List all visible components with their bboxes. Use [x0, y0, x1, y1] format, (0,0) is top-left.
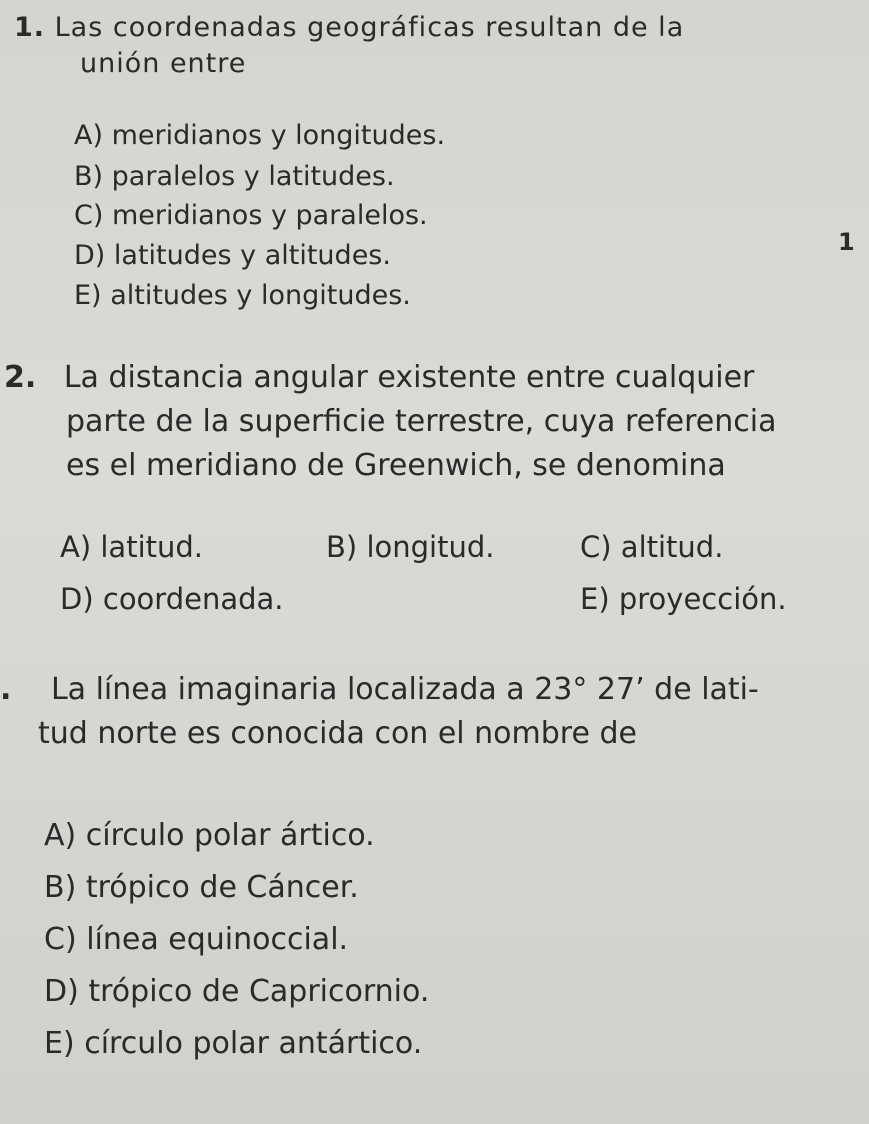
- option-letter: E): [580, 582, 610, 616]
- option-letter: B): [74, 161, 104, 192]
- question-3-option-b[interactable]: [44, 870, 359, 905]
- margin-mark: 1: [838, 228, 855, 256]
- question-1-stem-line-1: [14, 12, 684, 43]
- option-letter: A): [74, 120, 104, 151]
- option-text: longitud.: [366, 530, 495, 564]
- option-text: círculo polar ártico.: [85, 818, 375, 853]
- question-2-option-b[interactable]: [326, 530, 494, 564]
- question-1-option-e[interactable]: [74, 280, 411, 311]
- option-letter: D): [60, 582, 94, 616]
- question-2-option-d[interactable]: [60, 582, 284, 616]
- question-1-option-b[interactable]: [74, 161, 395, 192]
- question-2-stem-line-2: parte de la superficie terrestre, cuya referencia: [66, 404, 777, 439]
- option-letter: C): [44, 922, 77, 957]
- question-1-option-a[interactable]: [74, 120, 445, 151]
- option-letter: C): [580, 530, 612, 564]
- question-3-option-e[interactable]: [44, 1026, 422, 1061]
- option-text: latitudes y altitudes.: [113, 240, 391, 271]
- option-text: trópico de Cáncer.: [85, 870, 359, 905]
- question-2-number: 2.: [4, 360, 37, 395]
- option-letter: E): [74, 280, 102, 311]
- option-text: círculo polar antártico.: [84, 1026, 423, 1061]
- question-3-option-c[interactable]: [44, 922, 348, 957]
- option-letter: A): [44, 818, 77, 853]
- option-letter: C): [74, 200, 104, 231]
- question-2-option-c[interactable]: [580, 530, 723, 564]
- question-3-stem-text-1: La línea imaginaria localizada a 23° 27’ de lati-: [50, 672, 759, 707]
- option-text: proyección.: [618, 582, 787, 616]
- question-3-stem-line-1: [0, 672, 759, 707]
- option-text: meridianos y paralelos.: [111, 200, 428, 231]
- option-text: línea equinoccial.: [86, 922, 349, 957]
- option-letter: D): [74, 240, 106, 271]
- option-text: altitudes y longitudes.: [110, 280, 411, 311]
- option-letter: D): [44, 974, 79, 1009]
- option-letter: B): [44, 870, 77, 905]
- question-2-option-e[interactable]: [580, 582, 787, 616]
- question-1-option-d[interactable]: [74, 240, 391, 271]
- question-3-option-d[interactable]: [44, 974, 429, 1009]
- question-1-stem-text-1: Las coordenadas geográficas resultan de la: [54, 12, 685, 43]
- option-text: latitud.: [100, 530, 204, 564]
- question-1-option-c[interactable]: [74, 200, 428, 231]
- option-text: trópico de Capricornio.: [88, 974, 430, 1009]
- question-1-number: 1.: [14, 12, 46, 43]
- question-1-stem-line-2: unión entre: [80, 48, 247, 79]
- option-text: coordenada.: [102, 582, 284, 616]
- question-2-option-a[interactable]: [60, 530, 203, 564]
- option-text: paralelos y latitudes.: [111, 161, 395, 192]
- question-3-option-a[interactable]: [44, 818, 375, 853]
- option-letter: B): [326, 530, 358, 564]
- question-3-stem-line-2: tud norte es conocida con el nombre de: [38, 716, 637, 751]
- question-2-stem-text-1: La distancia angular existente entre cualquier: [63, 360, 755, 395]
- option-letter: A): [60, 530, 92, 564]
- option-text: altitud.: [620, 530, 724, 564]
- option-letter: E): [44, 1026, 75, 1061]
- option-text: meridianos y longitudes.: [111, 120, 446, 151]
- question-3-number: .: [0, 672, 12, 707]
- question-2-stem-line-3: es el meridiano de Greenwich, se denomina: [66, 448, 726, 483]
- question-2-stem-line-1: [4, 360, 754, 395]
